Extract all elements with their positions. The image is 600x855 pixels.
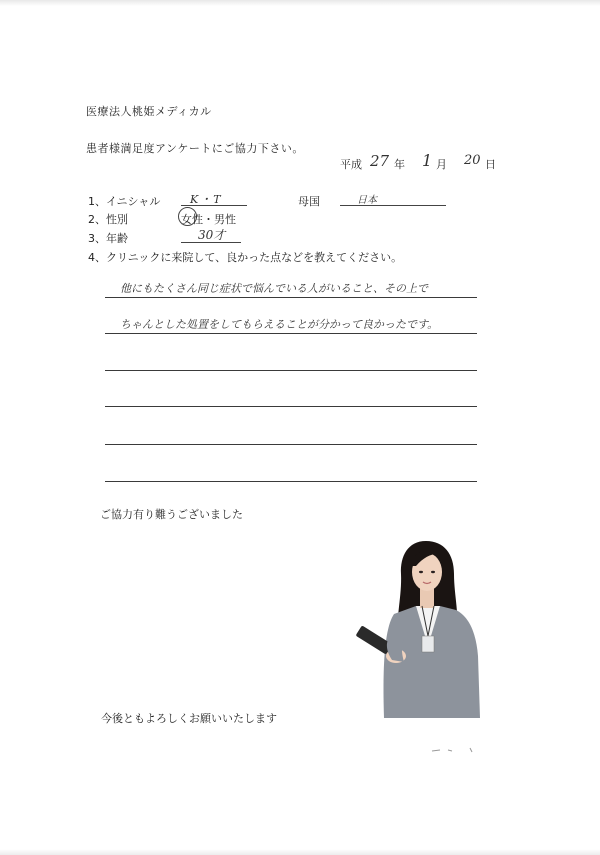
answer-line: [105, 333, 477, 334]
date-year-value: 27: [370, 152, 390, 170]
scan-edge-bottom: [0, 849, 600, 855]
country-underline: [340, 205, 446, 206]
question-initials-label: 1、イニシャル: [88, 195, 161, 208]
date-month-value: 1: [422, 151, 433, 170]
date-year-unit: 年: [394, 158, 405, 171]
id-badge: [422, 636, 434, 652]
answer-line: [105, 406, 477, 407]
closing-message: 今後ともよろしくお願いいたします: [101, 712, 277, 725]
answer-line: [105, 297, 477, 298]
date-day-unit: 日: [485, 158, 496, 171]
date-day-value: 20: [464, 153, 481, 168]
answer-line: [105, 444, 477, 445]
country-label: 母国: [298, 195, 320, 208]
survey-title: 患者様満足度アンケートにご協力下さい。: [86, 142, 304, 155]
date-row: [340, 151, 500, 174]
age-underline: [181, 242, 241, 243]
country-value: 日本: [357, 195, 377, 206]
question-feedback-label: 4、クリニックに来院して、良かった点などを教えてください。: [88, 251, 403, 264]
question-gender-label: 2、性別: [88, 213, 128, 226]
age-value: 30才: [198, 228, 226, 242]
initials-underline: [181, 205, 247, 206]
answer-text-line-2: ちゃんとした処置をしてもらえることが分かって良かったです。: [120, 318, 439, 331]
date-era-label: 平成: [340, 158, 362, 171]
initials-value: K・T: [190, 193, 223, 206]
clinic-name: 医療法人桃姫メディカル: [86, 105, 212, 118]
question-age-label: 3、年齢: [88, 232, 128, 245]
answer-text-line-1: 他にもたくさん同じ症状で悩んでいる人がいること、その上で: [120, 282, 428, 295]
answer-line: [105, 370, 477, 371]
answer-line: [105, 481, 477, 482]
thanks-message: ご協力有り難うございました: [100, 508, 243, 521]
scan-edge-top: [0, 0, 600, 6]
gender-options: 女性・男性: [181, 213, 236, 226]
staff-photo: [356, 536, 480, 718]
date-month-unit: 月: [436, 158, 447, 171]
faint-signature-mark: [430, 745, 480, 755]
